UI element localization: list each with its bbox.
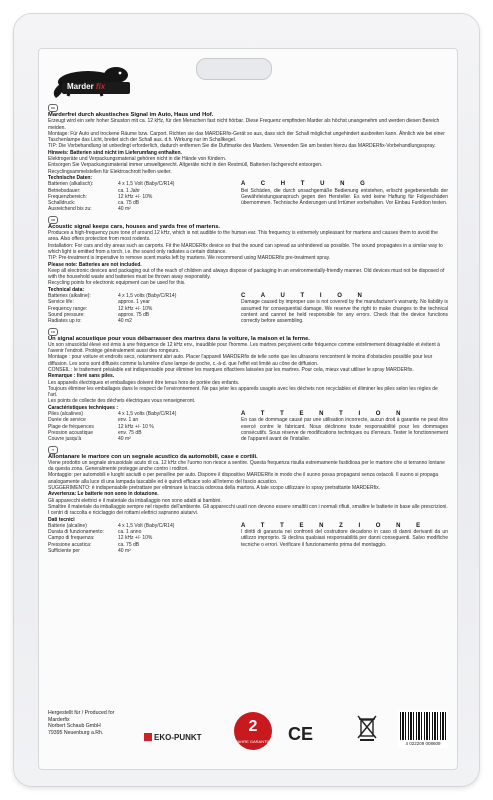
spec-table: Batteries (alkaline): 4 x 1,5 volts (Baby/C/R14) Service life: approx. 1 year Frequency range: 12 kHz +/- 10% Sound pressure: approx. 75 dB Radiates up to: 40 m2 xyxy=(48,293,177,325)
logo-text: Marder fix xyxy=(67,82,106,91)
warning-box xyxy=(241,523,448,554)
text-line: Toujours éliminer les emballages dans le respect de l'environnement. Ne pas jeter les appareils usagés avec les déchets non recyclables et éliminer les piles selon les règles de l'art. xyxy=(48,385,438,399)
text-line: TIP: Die Vorbehandlung ist unbedingt erforderlich, dadurch entfernen Sie die Duftmarke des Marders. Verwenden Sie am besten hierzu das MARDERfix-Vorbehandlungsspray. xyxy=(48,143,436,150)
text-line: Recyclingsammelstellen für Elektroschrott helfen weiter. xyxy=(48,168,172,175)
spec-table: Batterie (alcaline) 4 x 1,5 Volt (Baby/C/R14) Durata di funzionamento: ca. 1 anno Campo di frequenza: 12 kHz +/- 10% Pressione acustica: ca. 75 dB Sufficiente per 40 m² xyxy=(48,522,175,554)
section-it xyxy=(48,446,448,555)
warning-text: I diritti di garanzia nei confronti del costruttore decadono in caso di danni derivanti da un utilizzo improprio. Si declina qualsiasi responsabilità per danni conseguenti. Salvo modifiche tecniche o errori. Verificare il funzionamento prima del montaggio. xyxy=(241,529,448,548)
text-line: Hinweis: Batterien sind nicht im Lieferumfang enthalten. xyxy=(48,149,182,156)
text-line: Montage: Für Auto und trockene Räume bzw. Carport. Richten sie das MARDERfix-Gerät so aus, dass sich der Schall möglichst ungehindert ausbreiten kann. Ähnlich wie bei einer Taschenlampe das Licht, breitet sich der Schall aus. d.h. Wirkung nur im Schallkegel. xyxy=(48,130,445,144)
text-line: Un son sinusoïdal élevé est émis à une fréquence de 12 kHz env., inaudible pour l'homme. Les martres perçoivent cette fréquence comme extrêmement désagréable et évitent à l'avenir l'endroit. Protège généralement aussi des rongeurs. xyxy=(48,341,440,355)
text-line: Keep all electronic devices and packaging out of the reach of children and always dispose of packaging in an environmentally-friendly manner. Old devices must not be disposed of with the household waste and batteries must be thrown away responsibly. xyxy=(48,267,445,281)
text-line: Viene prodotto un segnale sinusoidale acuto di ca. 12 kHz che l'uomo non riesce a sentire. Questa frequenza risulta estremamente fastidiosa per le martore che si terranno lontane da questa zona. Generalmente protegge anche contro i roditori. xyxy=(48,459,445,473)
text-line: Erzeugt wird ein sehr hoher Sinuston mit ca. 12 kHz, für den Menschen fast nicht hörbar. Diese Frequenz empfinden Marder als höchst unangenehm und werden diesen Bereich meiden. xyxy=(48,118,440,131)
warning-box xyxy=(241,293,448,324)
spec-title: Dati tecnici xyxy=(48,516,75,523)
section-title: Acoustic signal keeps cars, houses and yards free of martens. xyxy=(48,223,221,230)
section-title: Un signal acoustique pour vous débarrasser des martres dans la voiture, la maison et la ferme. xyxy=(48,335,310,342)
text-line: Produces a high-frequency pure tone of around 12 kHz, which is not audible to the human ear. This frequency is extremely unpleasant for martens and causes them to avoid the area. Also offers protection from most rodents. xyxy=(48,230,438,243)
crossed-bin-icon xyxy=(356,714,378,742)
warning-title: C A U T I O N xyxy=(241,293,369,300)
warning-title: A T T E N T I O N xyxy=(241,411,408,418)
ce-mark: CE xyxy=(288,724,314,744)
text-line: Remarque : livré sans piles. xyxy=(48,373,115,380)
flag-icon: GB xyxy=(48,216,58,224)
text-line: Recycling points for electronic equipment can be used for this. xyxy=(48,280,186,287)
eko-square-icon xyxy=(144,733,152,741)
warning-text: Damage caused by improper use is not covered by the manufacturer's warranty. No liability is assumed for consequential damage. We reserve the right to make changes to the technical content and cannot be held responsible for any errors. Check that the device functions correctly before assembling. xyxy=(241,299,448,325)
section-fr xyxy=(48,328,448,443)
warning-title: A C H T U N G xyxy=(241,181,372,188)
text-line: Les points de collecte des déchets électriques vous renseigneront. xyxy=(48,398,196,405)
spec-table: Batterien (alkalisch): 4 x 1,5 Volt (Baby/C/R14) Betriebsdauer: ca. 1 Jahr Frequenzbereich: 12 kHz +/- 10% Schalldruck: ca. 75 dB Ausreichend bis zu: 40 m² xyxy=(48,181,175,213)
warning-text: Bei Schäden, die durch unsachgemäße Bedienung entstehen, erlischt gegebenenfalls der Gewährleistungsanspruch gegen den Hersteller. Es wird keine Haftung für Folgeschäden übernommen. Technische Änderungen und Irrtümer vorbehalten. Vor Einbau Funktion testen. xyxy=(241,187,448,207)
text-line: Installation: For cars and dry areas such as carports. Fit the MARDERfix device so that the sound can spread as unhindered as possible. The sound propagates in a similar way to which light is emitted from a torch, i.e. the sound only radiates a certain distance. xyxy=(48,242,443,255)
warning-text: En cas de dommage causé par une utilisation incorrecte, aucun droit à garantie ne peut être exercé contre le fabricant. Nous déclinons toute responsabilité pour les dommages consécutifs. Sous réserve de modifications techniques ou d'erreurs. Tester le fonctionnement de l'appareil avant de l'installer. xyxy=(241,417,448,443)
spec-title: Technical data: xyxy=(48,286,85,293)
text-line: Montaggio: per automobili e luoghi asciutti o per pensiline per auto. Disporre il dispositivo MARDERfix in modo che il suono possa propagarsi senza ostacoli. Il suono si propaga analogamente alla luce di una lampada tascabile ed è quindi efficace solo all'interno del fascio acustico. xyxy=(48,472,439,485)
manufacturer-address: Hergestellt für / Produced for Marderfix Norbert Schaub GmbH 79395 Neuenburg a.Rh. xyxy=(48,710,115,736)
text-line: Please note: Batteries are not included. xyxy=(48,261,142,268)
barcode-bars xyxy=(400,712,446,740)
section-title: Marderfrei durch akustisches Signal im Auto, Haus und Hof. xyxy=(48,112,214,118)
text-line: Entsorgen Sie Verpackungsmaterial immer umweltgerecht. Altgeräte nicht in den Restmüll, Batterien fachgerecht entsorgen. xyxy=(48,162,323,169)
flag-icon: DE xyxy=(48,104,58,112)
text-line: CONSEIL : le traitement préalable est indispensable pour éliminer les marques olfactives laissées par les martres. Pour cela, mieux vaut utiliser le spray MARDERfix. xyxy=(48,366,414,373)
warning-box xyxy=(241,411,448,442)
warning-title: A T T E N Z I O N E xyxy=(241,522,428,529)
text-line: Gli apparecchi elettrici e il materiale da imballaggio non sono adatti ai bambini. xyxy=(48,497,222,504)
spec-title: Technische Daten: xyxy=(48,174,93,181)
text-line: SUGGERIMENTO: è indispensabile pretrattare per eliminare la traccia odorosa della martora. A tale scopo utilizzare lo spray pretrattante MARDERfix. xyxy=(48,485,380,492)
flag-icon: IT xyxy=(48,446,58,454)
flag-icon: FR xyxy=(48,328,58,336)
text-line: Elektrogeräte und Verpackungsmaterial gehören nicht in die Hände von Kindern. xyxy=(48,156,227,163)
warranty-badge: 2 JAHRE GARANTIE xyxy=(234,712,272,750)
warning-box xyxy=(241,181,448,212)
hang-hole xyxy=(196,58,272,80)
spec-table: Piles (alcalines) 4 x 1,5 volts (Baby/C/R14) Durée de service env. 1 an Plage de fréquences 12 kHz +/- 10 % Pression acoustique env. 75 dB Couvre jusqu'à 40 m² xyxy=(48,411,177,443)
section-title: Allontanare le martore con un segnale acustico da automobili, case e cortili. xyxy=(48,453,258,460)
section-gb xyxy=(48,216,448,325)
eko-punkt-logo: EKO-PUNKT xyxy=(144,733,202,742)
text-line: Avvertenza: Le batterie non sono in dotazione. xyxy=(48,491,159,498)
footer xyxy=(48,710,448,750)
text-line: Les appareils électriques et emballages doivent être tenus hors de portée des enfants. xyxy=(48,379,240,386)
text-line: Montage : pour voiture et endroits secs, notamment abri auto. Placer l'appareil MARDERfix de telle sorte que les ultrasons rencontrent le moins d'obstacles possible pour leur diffusion. Les sons sont diffusés comme la lumière d'une lampe de poche, c.-à-d. que l'effet est limité au cône de diffusion. xyxy=(48,354,433,367)
spec-title: Caractéristiques techniques : xyxy=(48,404,119,411)
text-line: Smaltire il materiale da imballaggio sempre nel rispetto dell'ambiente. Gli apparecchi usati non devono essere smaltiti con i normali rifiuti, smaltire le batterie in base alle prescrizioni. xyxy=(48,503,448,510)
barcode xyxy=(398,710,448,748)
instructions-content xyxy=(48,104,448,557)
section-de xyxy=(48,104,448,213)
barcode-number: 4 022209 008609 xyxy=(405,741,441,746)
text-line: TIP: Pre-treatment is imperative to remove scent marks left by martens. We recommend using MARDERfix pre-treatment spray. xyxy=(48,255,331,262)
text-line: I centri di raccolta e riciclaggio dei rottami elettrici sapranno aiutarvi. xyxy=(48,510,199,517)
